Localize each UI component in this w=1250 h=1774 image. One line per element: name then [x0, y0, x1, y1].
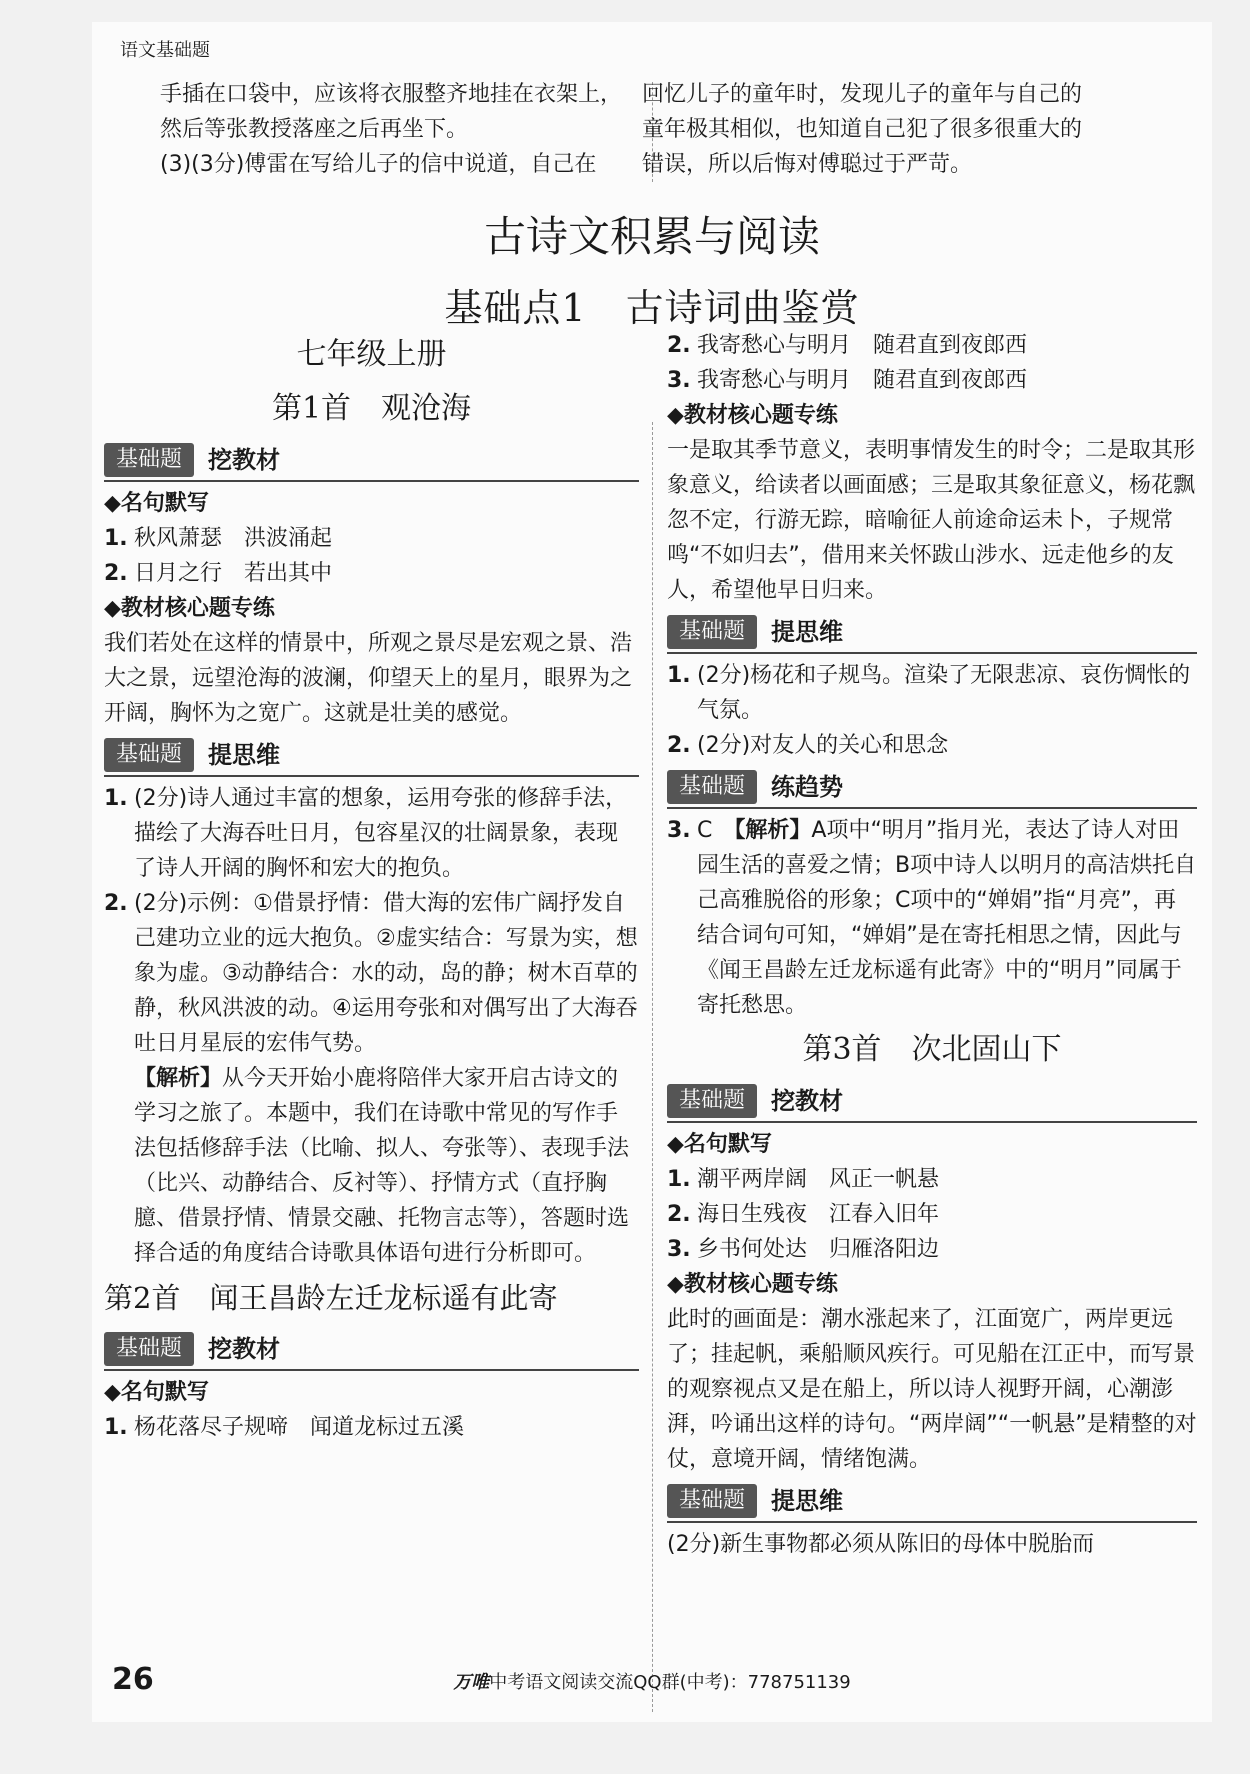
- subheading: ◆名句默写: [667, 1132, 772, 1157]
- text-line: 回忆儿子的童年时，发现儿子的童年与自己的: [642, 82, 1083, 107]
- list-item: 2. (2分)示例：①借景抒情：借大海的宏伟广阔抒发自己建功立业的远大抱负。②虚实结合：写景为实，想象为虚。③动静结合：水的动，岛的静；树木百草的静，秋风洪波的动。④运用夸张和对偶写出了大海吞吐日月星辰的宏伟气势。: [104, 891, 638, 1056]
- left-column: [104, 328, 639, 1445]
- badge: 基础题: [104, 738, 194, 772]
- poem-heading: 第3首 次北固山下: [802, 1032, 1062, 1067]
- page-footer: [92, 1662, 1212, 1702]
- badge: 基础题: [667, 615, 757, 649]
- main-title: 古诗文积累与阅读: [483, 212, 820, 261]
- list-item: 1. 潮平两岸阔 风正一帆悬: [667, 1167, 940, 1192]
- footer-text: 万唯中考语文阅读交流QQ群(中考)：778751139: [453, 1672, 851, 1693]
- section-bar: [104, 1329, 639, 1371]
- subheading: ◆教材核心题专练: [667, 1272, 838, 1297]
- section-title: 挖教材: [771, 1086, 844, 1115]
- top-left-column: [130, 77, 635, 182]
- list-item: 1. 秋风萧瑟 洪波涌起: [104, 526, 333, 551]
- list-item: 3. C 【解析】A项中“明月”指月光，表达了诗人对田园生活的喜爱之情；B项中诗人以明月的高洁烘托自己高雅脱俗的形象；C项中的“婵娟”指“月亮”，再结合词句可知，“婵娟”是在寄托相思之情，因此与《闻王昌龄左迁龙标遥有此寄》中的“明月”同属于寄托愁思。: [667, 818, 1197, 1018]
- paragraph: 我们若处在这样的情景中，所观之景尽是宏观之景、浩大之景，远望沧海的波澜，仰望天上的星月，眼界为之开阔，胸怀为之宽广。这就是壮美的感觉。: [104, 631, 633, 726]
- badge: 基础题: [104, 443, 194, 477]
- sub-title: 基础点1 古诗词曲鉴赏: [444, 286, 860, 330]
- section-title: 练趋势: [771, 772, 844, 801]
- list-item: 3. 我寄愁心与明月 随君直到夜郎西: [667, 368, 1028, 393]
- subheading: ◆教材核心题专练: [104, 596, 275, 621]
- list-item: 2. 日月之行 若出其中: [104, 561, 333, 586]
- section-title: 提思维: [771, 617, 844, 646]
- subheading: ◆名句默写: [104, 491, 209, 516]
- section-bar: [104, 440, 639, 482]
- section-title: 提思维: [208, 740, 281, 769]
- poem-heading: 第1首 观沧海: [271, 391, 472, 426]
- list-item: 2. 海日生残夜 江春入旧年: [667, 1202, 940, 1227]
- column-divider: [652, 422, 653, 1712]
- running-header: 语文基础题: [120, 40, 210, 61]
- section-bar: [667, 1081, 1197, 1123]
- analysis: 【解析】从今天开始小鹿将陪伴大家开启古诗文的学习之旅了。本题中，我们在诗歌中常见的写作手法包括修辞手法（比喻、拟人、夸张等）、表现手法（比兴、动静结合、反衬等）、抒情方式（直抒胸臆、借景抒情、情景交融、托物言志等），答题时选择合适的角度结合诗歌具体语句进行分析即可。: [134, 1066, 630, 1266]
- top-right-column: [612, 77, 1172, 182]
- badge: 基础题: [667, 1084, 757, 1118]
- list-item: 3. 乡书何处达 归雁洛阳边: [667, 1237, 940, 1262]
- text-line: 错误，所以后悔对傅聪过于严苛。: [642, 152, 973, 177]
- section-bar: [104, 735, 639, 777]
- right-column: [667, 328, 1197, 1562]
- badge: 基础题: [667, 1484, 757, 1518]
- paragraph: 一是取其季节意义，表明事情发生的时令；二是取其形象意义，给读者以画面感；三是取其象征意义，杨花飘忽不定，行游无踪，暗喻征人前途命运未卜，子规常鸣“不如归去”，借用来关怀跋山涉水、远走他乡的友人，希望他早日归来。: [667, 438, 1196, 603]
- list-item: 2. 我寄愁心与明月 随君直到夜郎西: [667, 333, 1028, 358]
- badge: 基础题: [667, 770, 757, 804]
- section-bar: [667, 1481, 1197, 1523]
- subheading: ◆名句默写: [104, 1380, 209, 1405]
- list-item: 1. (2分)杨花和子规鸟。渲染了无限悲凉、哀伤惆怅的气氛。: [667, 663, 1191, 723]
- poem-heading: 第2首 闻王昌龄左迁龙标遥有此寄: [104, 1281, 558, 1315]
- paragraph: (2分)新生事物都必须从陈旧的母体中脱胎而: [667, 1532, 1095, 1557]
- list-item: 1. 杨花落尽子规啼 闻道龙标过五溪: [104, 1415, 465, 1440]
- text-line: (3)(3分)傅雷在写给儿子的信中说道，自己在: [160, 152, 597, 177]
- grade-heading: 七年级上册: [296, 337, 447, 372]
- section-title: 提思维: [771, 1486, 844, 1515]
- paragraph: 此时的画面是：潮水涨起来了，江面宽广，两岸更远了；挂起帆，乘船顺风疾行。可见船在江正中，而写景的观察视点又是在船上，所以诗人视野开阔，心潮澎湃，吟诵出这样的诗句。“两岸阔”“一帆悬”是精整的对仗，意境开阔，情绪饱满。: [667, 1307, 1197, 1472]
- text-line: 手插在口袋中，应该将衣服整齐地挂在衣架上，: [160, 82, 623, 107]
- section-bar: [667, 767, 1197, 809]
- page: [92, 22, 1212, 1722]
- text-line: 然后等张教授落座之后再坐下。: [160, 117, 469, 142]
- subheading: ◆教材核心题专练: [667, 403, 838, 428]
- section-bar: [667, 612, 1197, 654]
- page-number: 26: [112, 1662, 154, 1697]
- text-line: 童年极其相似，也知道自己犯了很多很重大的: [642, 117, 1083, 142]
- section-title: 挖教材: [208, 445, 281, 474]
- list-item: 1. (2分)诗人通过丰富的想象，运用夸张的修辞手法，描绘了大海吞吐日月，包容星汉的壮阔景象，表现了诗人开阔的胸怀和宏大的抱负。: [104, 786, 628, 881]
- badge: 基础题: [104, 1332, 194, 1366]
- brand-logo: 万唯: [453, 1672, 490, 1693]
- list-item: 2. (2分)对友人的关心和思念: [667, 733, 949, 758]
- section-title: 挖教材: [208, 1334, 281, 1363]
